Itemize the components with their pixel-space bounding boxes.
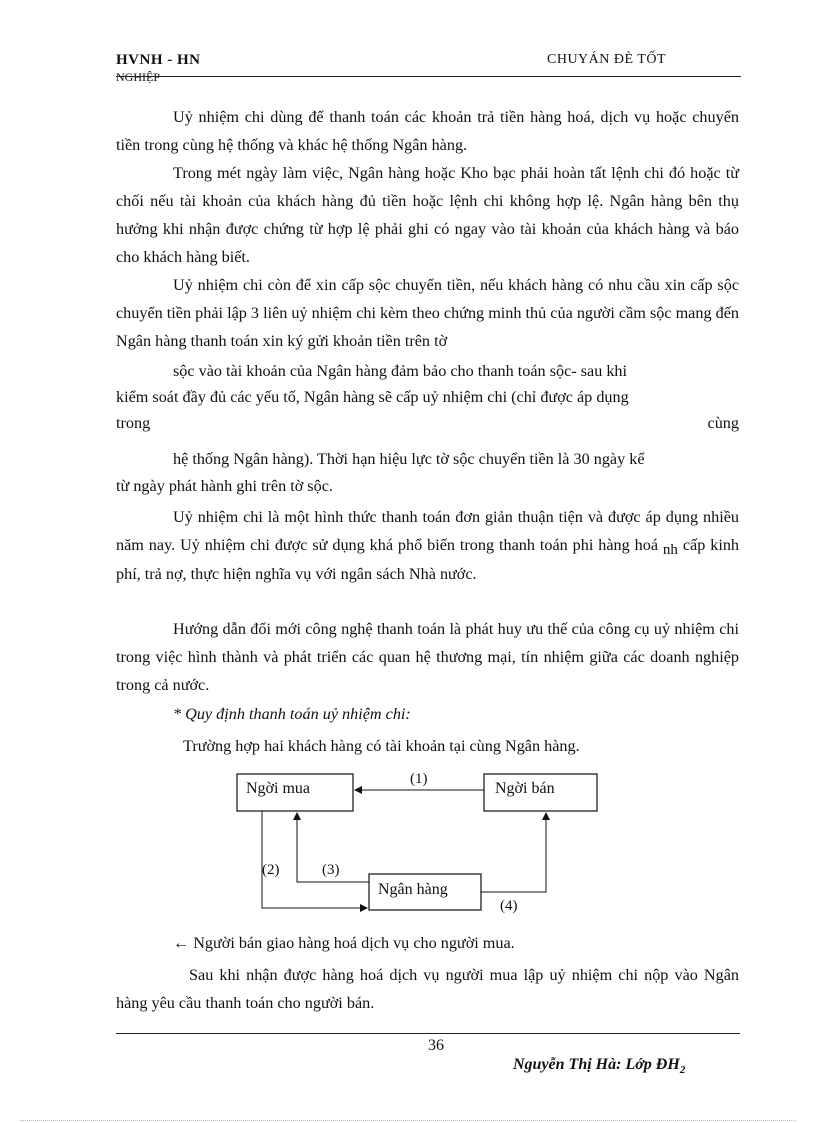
step-2-label: (2) [262, 862, 280, 878]
header-right: CHUYÁN ĐÈ TỐT [547, 52, 667, 67]
footer-rule [116, 1033, 740, 1034]
paragraph-5-line-1: hệ thống Ngân hàng). Thời hạn hiệu lực tờ sộc chuyển tiền là 30 ngày kể [173, 450, 645, 468]
rule-heading: * Quy định thanh toán uỷ nhiệm chi: [173, 705, 411, 723]
paragraph-4-line-1: sộc vào tài khoản của Ngân hàng đảm bảo cho thanh toán sộc- sau khi [173, 362, 628, 380]
paragraph-8: Sau khi nhận được hàng hoá dịch vụ người mua lập uỷ nhiệm chi nộp vào Ngân hàng yêu cầu thanh toán cho người bán. [116, 966, 739, 1012]
buyer-label: Ngời mua [246, 780, 311, 797]
bottom-dotted-border [20, 1120, 796, 1121]
step-1-label: (1) [410, 771, 428, 787]
step-3-label: (3) [322, 862, 340, 878]
header-left: HVNH - HN [116, 52, 201, 68]
paragraph-4-trong: trong [116, 414, 151, 432]
paragraph-4-line-2: kiểm soát đầy đủ các yếu tố, Ngân hàng sẽ cấp uỷ nhiệm chi (chỉ được áp dụng [116, 388, 629, 406]
author-subscript: 2 [679, 1064, 686, 1077]
header-rule [116, 76, 741, 77]
paragraph-5-line-2: từ ngày phát hành ghi trên tờ sộc. [116, 477, 333, 495]
paragraph-6-text-a: Uỷ nhiệm chi là một hình thức thanh toán đơn giản thuận tiện và được áp dụng nhiều năm nay. Uỷ nhiệm chi được sử dụng khá phổ biến trong thanh toán phi hàng hoá [116, 508, 739, 554]
paragraph-4-line-3 [116, 409, 739, 437]
step-note: ← Người bán giao hàng hoá dịch vụ cho người mua. [173, 934, 515, 952]
arrow-2 [262, 811, 367, 908]
bank-label: Ngân hàng [378, 881, 448, 898]
header-left-sub: NGHIỆP [116, 70, 160, 84]
case-heading: Trường hợp hai khách hàng có tài khoản tại cùng Ngân hàng. [183, 737, 580, 755]
paragraph-7: Hướng dẫn đổi mới công nghệ thanh toán là phát huy ưu thế của công cụ uỷ nhiệm chi trong việc hình thành và phát triển các quan hệ thương mại, tín nhiệm giữa các doanh nghiệp trong cả nước. [116, 620, 739, 694]
paragraph-6-text-b: cấp kinh phí, trả nợ, thực hiện nghĩa vụ với ngân sách Nhà nước. [116, 536, 740, 583]
paragraph-1: Uỷ nhiệm chi dùng để thanh toán các khoản trả tiền hàng hoá, dịch vụ hoặc chuyển tiền trong cùng hệ thống và khác hệ thống Ngân hàng. [116, 108, 739, 154]
paragraph-6 [116, 503, 739, 588]
arrow-4 [481, 813, 546, 892]
author-name: Nguyễn Thị Hà: Lớp ĐH [513, 1056, 680, 1073]
paragraph-6-nh: nh [662, 542, 678, 558]
paragraph-4-cung: cùng [707, 414, 739, 432]
step-4-label: (4) [500, 898, 518, 914]
paragraph-3: Uỷ nhiệm chi còn để xin cấp sộc chuyển tiền, nếu khách hàng có nhu cầu xin cấp sộc chuyển tiền phải lập 3 liên uỷ nhiệm chi kèm theo chứng minh thủ của người cầm sộc mang đến Ngân hàng thanh toán xin ký gửi khoản tiền trên tờ [116, 276, 739, 350]
page-number: 36 [428, 1037, 444, 1054]
seller-label: Ngời bán [495, 780, 555, 797]
author-line [513, 1056, 685, 1076]
paragraph-2: Trong mét ngày làm việc, Ngân hàng hoặc Kho bạc phải hoàn tất lệnh chi đó hoặc từ chối nếu tài khoản của khách hàng đủ tiền hoặc lệnh chi không hợp lệ. Ngân hàng bên thụ hưởng khi nhận được chứng từ hợp lệ phải ghi có ngay vào tài khoản của khách hàng và báo cho khách hàng biết. [116, 164, 739, 266]
